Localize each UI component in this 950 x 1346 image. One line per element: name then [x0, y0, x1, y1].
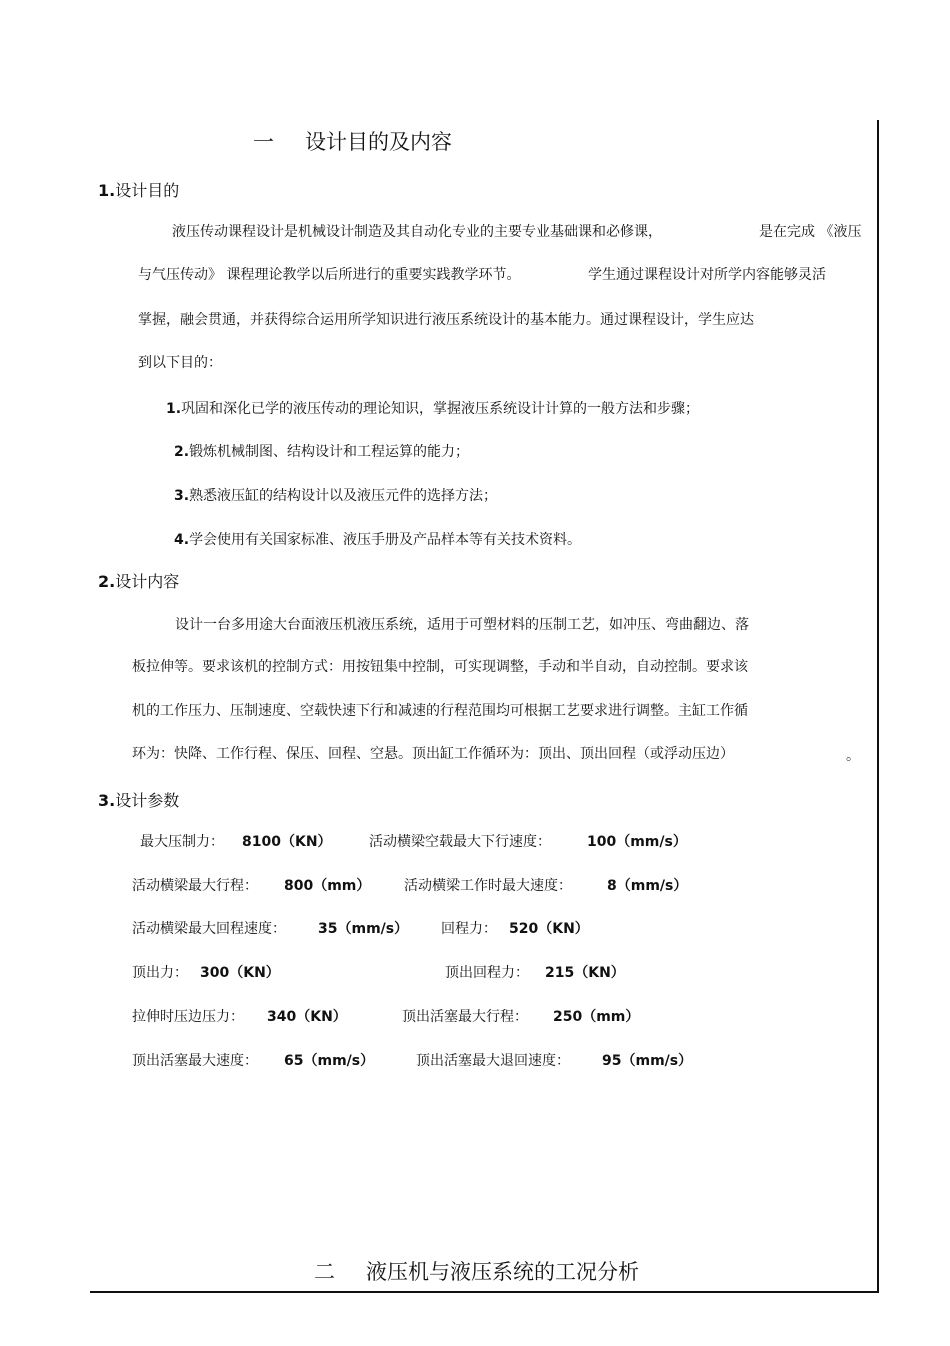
- section1-number: 一: [253, 130, 274, 154]
- page-border-right: [877, 120, 879, 1293]
- params-heading-text: 设计参数: [115, 791, 180, 810]
- param-label: 拉伸时压边压力：: [132, 1009, 244, 1025]
- purpose-line3: 掌握，融会贯通，并获得综合运用所学知识进行液压系统设计的基本能力。通过课程设计，学生应达: [138, 312, 754, 328]
- param-value: 250（mm）: [553, 1009, 640, 1025]
- item-text: 巩固和深化已学的液压传动的理论知识，掌握液压系统设计计算的一般方法和步骤；: [181, 401, 700, 417]
- param-value: 340（KN）: [267, 1009, 347, 1025]
- section1-title: 设计目的及内容: [305, 130, 452, 154]
- param-value: 215（KN）: [545, 965, 625, 981]
- param-label: 顶出活塞最大行程：: [402, 1009, 528, 1025]
- param-label: 活动横梁工作时最大速度：: [404, 878, 572, 894]
- page-border-bottom: [90, 1291, 879, 1293]
- purpose-heading-num: 1.: [98, 181, 116, 200]
- param-label: 回程力：: [441, 921, 497, 937]
- param-value: 100（mm/s）: [587, 834, 687, 850]
- section2-title: 液压机与液压系统的工况分析: [366, 1260, 639, 1284]
- purpose-line1b: 是在完成 《液压: [759, 224, 862, 240]
- content-heading-num: 2.: [98, 572, 116, 591]
- param-label: 顶出力：: [132, 965, 188, 981]
- item-num: 3.: [174, 488, 190, 504]
- purpose-item-1: [166, 400, 699, 418]
- param-label: 顶出活塞最大退回速度：: [416, 1053, 570, 1069]
- purpose-item-2: [174, 443, 469, 461]
- purpose-item-4: [174, 531, 581, 549]
- content-line2: 板拉伸等。要求该机的控制方式：用按钮集中控制，可实现调整，手动和半自动，自动控制。要求该: [132, 659, 748, 675]
- purpose-line2b: 学生通过课程设计对所学内容能够灵活: [588, 267, 826, 283]
- params-heading: [98, 791, 179, 811]
- param-label: 最大压制力：: [140, 834, 224, 850]
- purpose-item-3: [174, 487, 497, 505]
- content-line3: 机的工作压力、压制速度、空载快速下行和减速的行程范围均可根据工艺要求进行调整。主缸工作循: [132, 703, 748, 719]
- purpose-line2a: 与气压传动》 课程理论教学以后所进行的重要实践教学环节。: [138, 267, 521, 283]
- item-text: 学会使用有关国家标准、液压手册及产品样本等有关技术资料。: [189, 532, 582, 548]
- param-value: 8100（KN）: [242, 834, 332, 850]
- purpose-heading-text: 设计目的: [115, 181, 180, 200]
- param-value: 300（KN）: [200, 965, 280, 981]
- purpose-heading: [98, 181, 179, 201]
- params-heading-num: 3.: [98, 791, 116, 810]
- item-text: 锻炼机械制图、结构设计和工程运算的能力；: [189, 444, 470, 460]
- param-value: 95（mm/s）: [602, 1053, 693, 1069]
- section1-heading: [253, 129, 452, 155]
- content-heading-text: 设计内容: [115, 572, 180, 591]
- param-value: 8（mm/s）: [607, 878, 688, 894]
- param-value: 520（KN）: [509, 921, 589, 937]
- content-line4: 环为：快降、工作行程、保压、回程、空悬。顶出缸工作循环为：顶出、顶出回程（或浮动压边）: [132, 746, 734, 762]
- content-heading: [98, 572, 179, 592]
- section2-heading: [314, 1259, 639, 1285]
- param-label: 顶出回程力：: [445, 965, 529, 981]
- param-label: 活动横梁空载最大下行速度：: [369, 834, 551, 850]
- param-label: 顶出活塞最大速度：: [132, 1053, 258, 1069]
- item-num: 4.: [174, 532, 190, 548]
- content-line1: 设计一台多用途大台面液压机液压系统，适用于可塑材料的压制工艺，如冲压、弯曲翻边、落: [175, 617, 749, 633]
- param-value: 800（mm）: [284, 878, 371, 894]
- item-num: 1.: [166, 401, 182, 417]
- section2-number: 二: [314, 1260, 335, 1284]
- param-label: 活动横梁最大回程速度：: [132, 921, 286, 937]
- content-line4-end: 。: [846, 748, 860, 764]
- param-label: 活动横梁最大行程：: [132, 878, 258, 894]
- param-value: 65（mm/s）: [284, 1053, 375, 1069]
- item-text: 熟悉液压缸的结构设计以及液压元件的选择方法；: [189, 488, 498, 504]
- purpose-line1a: 液压传动课程设计是机械设计制造及其自动化专业的主要专业基础课和必修课，: [172, 224, 662, 240]
- param-value: 35（mm/s）: [318, 921, 409, 937]
- purpose-line4: 到以下目的：: [138, 355, 222, 371]
- item-num: 2.: [174, 444, 190, 460]
